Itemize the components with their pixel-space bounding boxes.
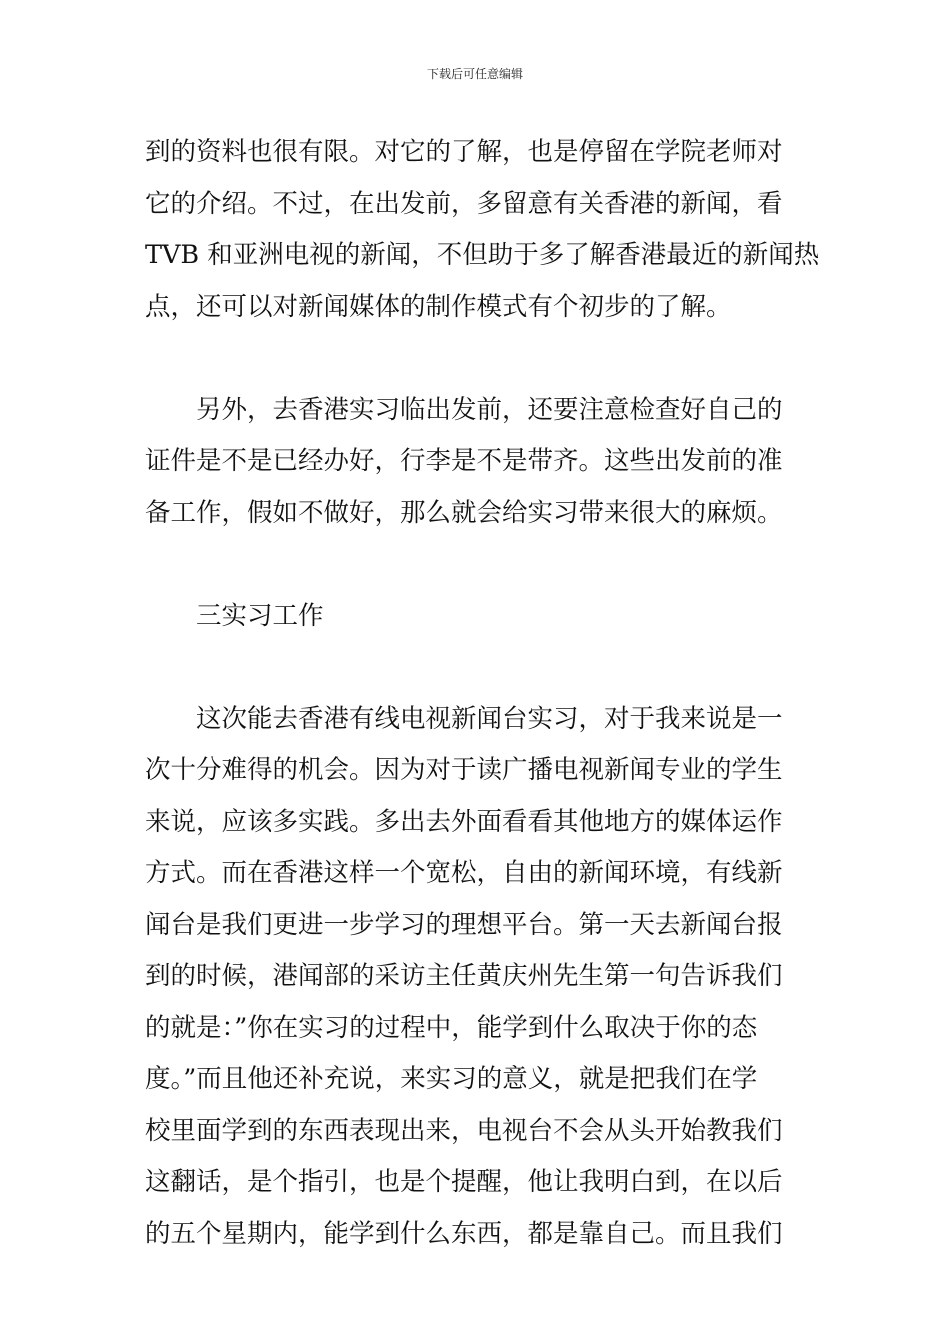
text-line: 这翻话，是个指引，也是个提醒，他让我明白到，在以后 [145,1167,783,1197]
text-line: 它的介绍。不过，在出发前，多留意有关香港的新闻，看 [145,188,783,219]
paragraph [145,127,820,333]
paragraph [145,694,809,1261]
text-line: 证件是不是已经办好，行李是不是带齐。这些出发前的准 [145,446,783,476]
text-line: 到的资料也很有限。对它的了解，也是停留在学院老师对 [145,137,783,167]
paragraph [145,385,809,540]
heading-line: 三实习工作 [196,600,324,631]
text-line: 这次能去香港有线电视新闻台实习，对于我来说是一 [196,703,783,734]
paragraph-gap [145,642,809,694]
text-line: 的就是：”你在实习的过程中，能学到什么取决于你的态 [145,1012,758,1043]
paragraph-gap [145,539,809,591]
page-header: 下载后可任意编辑 [426,67,523,81]
text-line: 来说，应该多实践。多出去外面看看其他地方的媒体运作 [145,806,783,837]
text-line: 点，还可以对新闻媒体的制作模式有个初步的了解。 [145,291,732,322]
text-line: 到的时候，港闻部的采访主任黄庆州先生第一句告诉我们 [145,961,783,991]
text-line: 次十分难得的机会。因为对于读广播电视新闻专业的学生 [145,755,783,785]
text-line: 校里面学到的东西表现出来，电视台不会从头开始教我们 [145,1115,783,1146]
text-line: 的五个星期内，能学到什么东西，都是靠自己。而且我们 [145,1218,783,1249]
section-heading [145,591,809,643]
text-line: 度。”而且他还补充说，来实习的意义，就是把我们在学 [145,1064,758,1094]
document-body [145,127,820,1260]
text-line: 闻台是我们更进一步学习的理想平台。第一天去新闻台报 [145,909,783,940]
paragraph-gap [145,333,809,385]
text-line: 备工作，假如不做好，那么就会给实习带来很大的麻烦。 [145,497,783,528]
text-line: 方式。而在香港这样一个宽松，自由的新闻环境，有线新 [145,858,783,888]
text-line: TVB 和亚洲电视的新闻，不但助于多了解香港最近的新闻热 [145,240,820,270]
text-line: 另外，去香港实习临出发前，还要注意检查好自己的 [196,394,783,425]
